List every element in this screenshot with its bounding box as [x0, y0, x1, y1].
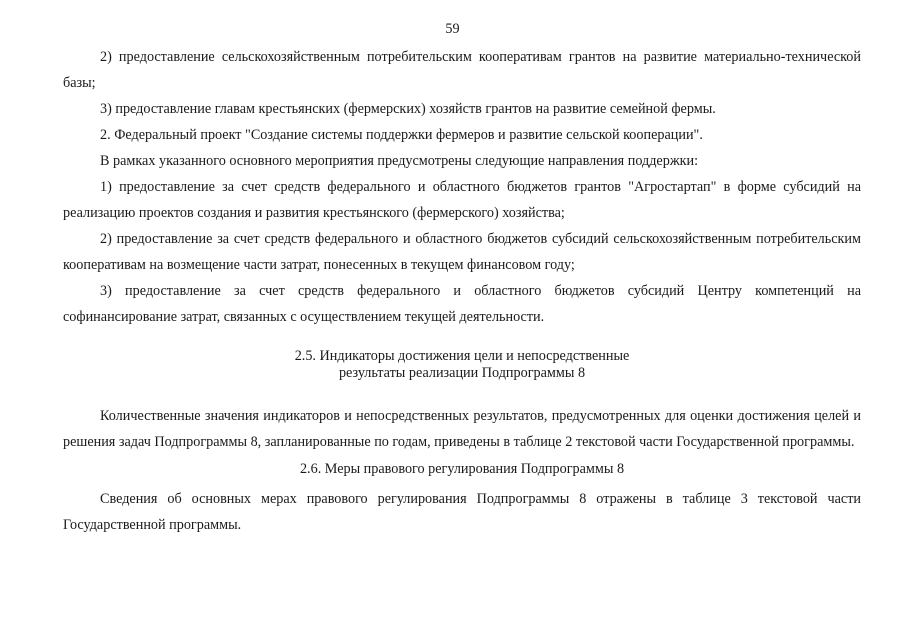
section-heading-2-5-line1: 2.5. Индикаторы достижения цели и непосредственные	[294, 348, 630, 364]
paragraph-grants-family-farm: 3) предоставление главам крестьянских (фермерских) хозяйств грантов на развитие семейной фермы.	[100, 101, 716, 117]
paragraph-agrostartup-grants: 1) предоставление за счет средств федерального и областного бюджетов грантов "Агростартап" в форме субсидий на реализацию проектов создания и развития крестьянского (фермерского) хозяйства;	[63, 179, 861, 221]
paragraph-indicators: Количественные значения индикаторов и непосредственных результатов, предусмотренных для оценки достижения целей и решения задач Подпрограммы 8, запланированные по годам, приведены в таблице 2 текстовой части Государственной программы.	[63, 408, 861, 450]
paragraph-federal-project: 2. Федеральный проект "Создание системы поддержки фермеров и развитие сельской кооперации".	[100, 127, 703, 143]
paragraph-competence-center-subsidies: 3) предоставление за счет средств федерального и областного бюджетов субсидий Центру компетенций на софинансирование затрат, связанных с осуществлением текущей деятельности.	[63, 283, 861, 325]
page-number: 59	[445, 21, 460, 37]
section-heading-2-6: 2.6. Меры правового регулирования Подпрограммы 8	[299, 461, 625, 477]
document-body	[63, 44, 861, 538]
paragraph-grants-cooperatives-material-base: 2) предоставление сельскохозяйственным потребительским кооперативам грантов на развитие материально-технической базы;	[63, 49, 861, 91]
section-heading-2-5	[63, 348, 861, 382]
paragraph-cooperative-subsidies: 2) предоставление за счет средств федерального и областного бюджетов субсидий сельскохозяйственным потребительским кооперативам на возмещение части затрат, понесенных в текущем финансовом году;	[63, 231, 861, 273]
section-heading-2-5-line2: результаты реализации Подпрограммы 8	[338, 365, 586, 381]
paragraph-legal-regulation: Сведения об основных мерах правового регулирования Подпрограммы 8 отражены в таблице 3 текстовой части Государственной программы.	[63, 491, 861, 533]
paragraph-support-directions-intro: В рамках указанного основного мероприятия предусмотрены следующие направления поддержки:	[100, 153, 699, 169]
